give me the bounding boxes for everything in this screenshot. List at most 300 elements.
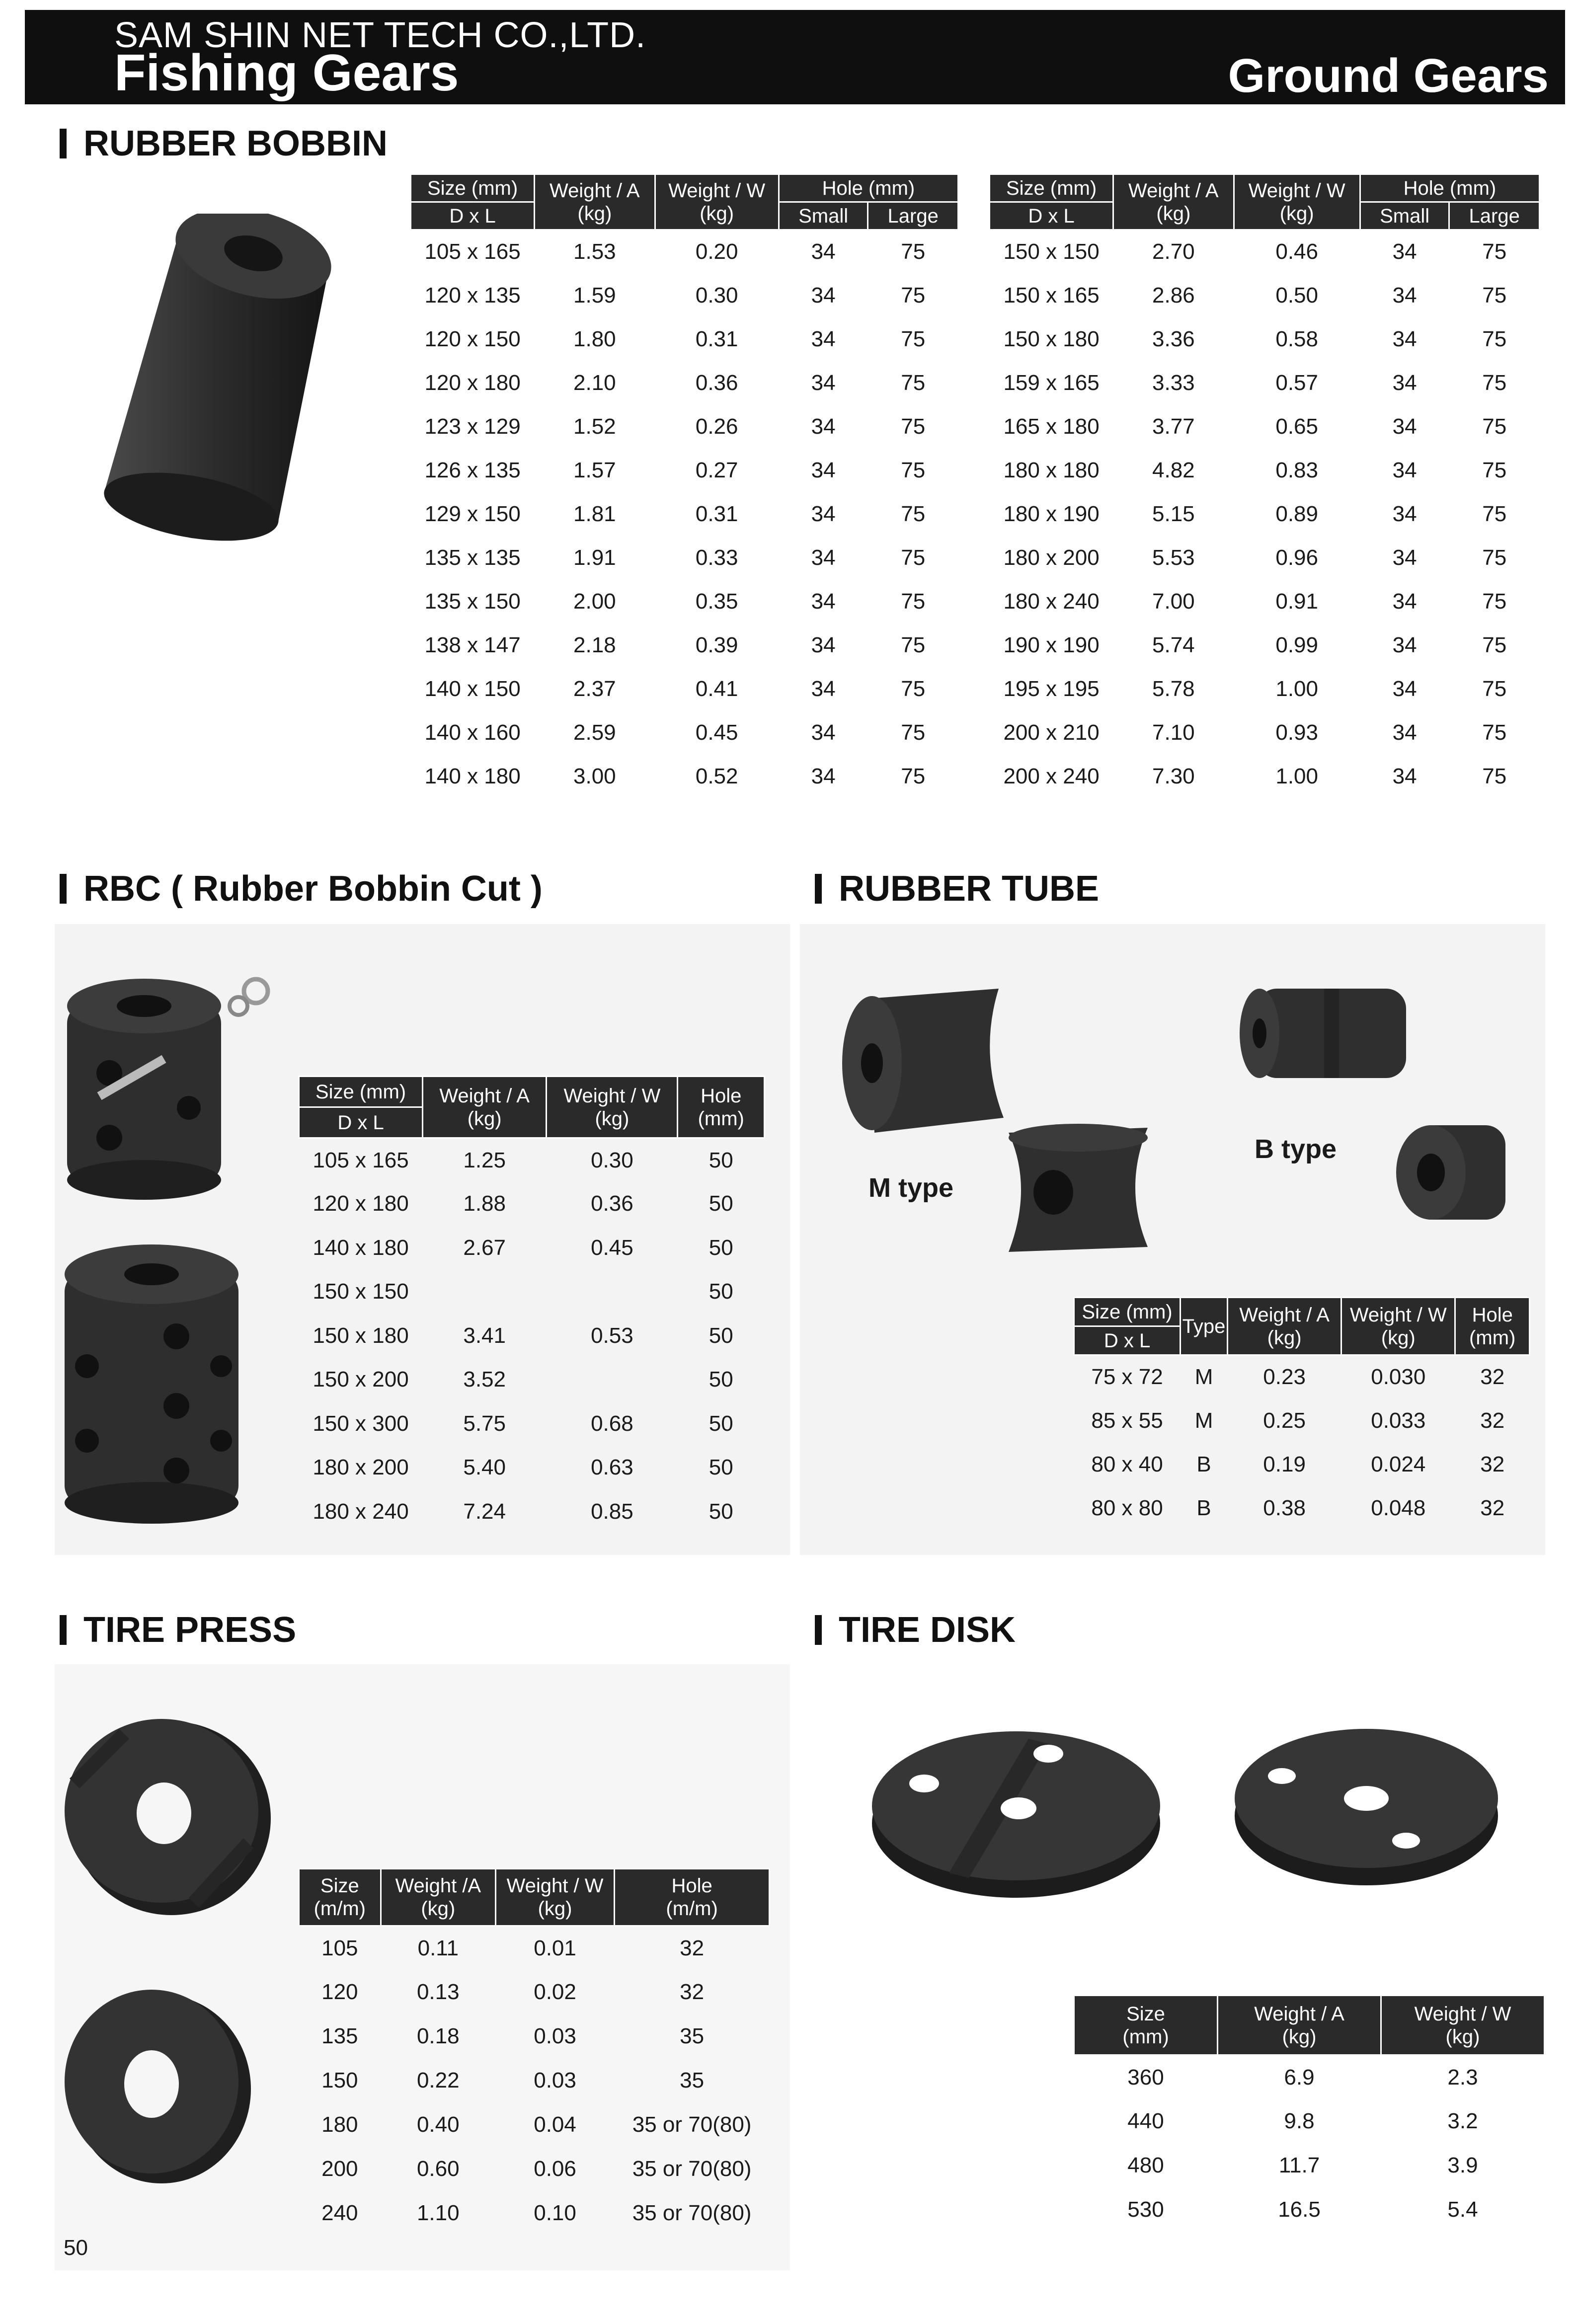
- table-row: [411, 580, 958, 623]
- table-cell: 360: [1127, 2065, 1164, 2090]
- col-dxl: D x L: [411, 202, 535, 230]
- table-cell: 1.57: [573, 458, 616, 482]
- table-row: [299, 2191, 770, 2236]
- tire-disk-table: [1073, 1995, 1545, 2232]
- col-weight-a: Weight / A (kg): [1228, 1298, 1341, 1355]
- table-cell: 7.10: [1152, 720, 1195, 745]
- table-row: [299, 1270, 765, 1314]
- table-cell: 32: [680, 1936, 705, 1960]
- table-row: [1074, 2099, 1545, 2144]
- table-cell: 75 x 72: [1091, 1365, 1163, 1390]
- table-cell: 5.53: [1152, 545, 1195, 570]
- table-row: [990, 317, 1540, 361]
- table-cell: 0.13: [416, 1980, 460, 2004]
- col-weight-w: Weight / W (kg): [1381, 1996, 1545, 2055]
- table-row: [1074, 2055, 1545, 2099]
- col-size: Size (mm): [1074, 1298, 1181, 1326]
- table-cell: 75: [1482, 545, 1507, 570]
- table-row: [990, 580, 1540, 623]
- col-size: Size (mm): [1074, 1996, 1218, 2055]
- table-cell: 180 x 240: [1003, 589, 1100, 614]
- table-cell: 75: [901, 370, 926, 395]
- table-row: [299, 1446, 765, 1490]
- table-cell: 240: [321, 2201, 358, 2225]
- category-title: Fishing Gears: [114, 44, 459, 102]
- col-weight-w: Weight / W (kg): [655, 174, 779, 230]
- table-cell: 75: [901, 501, 926, 526]
- col-hole: Hole (mm): [1360, 174, 1539, 202]
- table-cell: 0.22: [416, 2068, 460, 2092]
- b-type-tube-image-1: [1237, 981, 1426, 1085]
- table-cell: 0.04: [534, 2112, 576, 2137]
- table-cell: 75: [1482, 239, 1507, 264]
- table-cell: 0.68: [591, 1411, 633, 1436]
- table-cell: 34: [811, 720, 836, 745]
- col-size: Size (mm): [990, 174, 1113, 202]
- table-cell: 75: [901, 764, 926, 788]
- table-row: [1074, 2188, 1545, 2232]
- table-cell: 180 x 200: [313, 1455, 409, 1480]
- table-cell: 7.30: [1152, 764, 1195, 788]
- rubber-bobbin-image: [89, 214, 348, 561]
- col-weight-w: Weight / W (kg): [495, 1869, 614, 1926]
- table-cell: 32: [1480, 1452, 1505, 1476]
- table-cell: 180 x 180: [1003, 458, 1100, 482]
- table-cell: 34: [811, 414, 836, 439]
- table-cell: 75: [1482, 283, 1507, 308]
- col-dxl: D x L: [990, 202, 1113, 230]
- table-cell: 0.23: [1263, 1365, 1306, 1390]
- table-cell: 50: [709, 1191, 733, 1216]
- table-cell: 34: [811, 676, 836, 701]
- table-cell: 105: [321, 1936, 358, 1960]
- table-cell: 0.45: [591, 1235, 633, 1260]
- table-cell: 1.00: [1275, 676, 1318, 701]
- table-cell: 180 x 190: [1003, 501, 1100, 526]
- tire-press-image-bottom: [60, 1977, 258, 2186]
- table-cell: 75: [1482, 501, 1507, 526]
- table-row: [1074, 1443, 1530, 1486]
- table-cell: 1.80: [573, 326, 616, 351]
- table-cell: 120 x 180: [313, 1191, 409, 1216]
- table-cell: 75: [901, 458, 926, 482]
- table-cell: 150: [321, 2068, 358, 2092]
- table-cell: 140 x 180: [313, 1235, 409, 1260]
- table-cell: 1.53: [573, 239, 616, 264]
- table-cell: 5.15: [1152, 501, 1195, 526]
- table-cell: 50: [709, 1455, 733, 1480]
- col-weight-w: Weight / W (kg): [547, 1077, 678, 1138]
- table-cell: 135: [321, 2024, 358, 2048]
- table-cell: 150 x 180: [1003, 326, 1100, 351]
- table-row: [411, 449, 958, 492]
- table-row: [299, 1970, 770, 2014]
- tire-disk-image-2: [1227, 1709, 1505, 1893]
- table-row: [990, 755, 1540, 798]
- col-dxl: D x L: [299, 1107, 423, 1138]
- table-cell: 190 x 190: [1003, 632, 1100, 657]
- table-cell: 0.85: [591, 1499, 633, 1524]
- table-cell: 34: [1392, 764, 1417, 788]
- col-weight-a: Weight / A (kg): [423, 1077, 547, 1138]
- tire-press-table: [298, 1868, 770, 2236]
- table-row: [299, 1138, 765, 1182]
- table-cell: 135 x 135: [424, 545, 521, 570]
- table-cell: 180: [321, 2112, 358, 2137]
- table-row: [990, 405, 1540, 449]
- table-row: [1074, 1399, 1530, 1443]
- table-cell: 75: [901, 676, 926, 701]
- table-cell: 138 x 147: [424, 632, 521, 657]
- table-cell: 7.00: [1152, 589, 1195, 614]
- table-cell: 1.59: [573, 283, 616, 308]
- table-cell: [423, 1270, 547, 1314]
- table-cell: 120 x 180: [424, 370, 521, 395]
- table-cell: 0.20: [695, 239, 738, 264]
- table-row: [299, 2103, 770, 2147]
- table-cell: 0.048: [1371, 1495, 1426, 1520]
- table-cell: 35: [680, 2024, 705, 2048]
- table-row: [990, 449, 1540, 492]
- table-cell: 2.10: [573, 370, 616, 395]
- table-cell: 0.60: [416, 2157, 460, 2181]
- table-cell: 75: [901, 239, 926, 264]
- col-type: Type: [1181, 1298, 1228, 1355]
- table-cell: 0.52: [695, 764, 738, 788]
- page-number: 50: [64, 2236, 88, 2260]
- table-cell: 440: [1127, 2109, 1164, 2133]
- table-cell: 1.25: [463, 1148, 506, 1172]
- table-cell: 0.033: [1371, 1408, 1426, 1433]
- table-cell: 34: [811, 632, 836, 657]
- table-cell: 34: [811, 239, 836, 264]
- table-cell: 5.40: [463, 1455, 506, 1480]
- table-cell: 3.77: [1152, 414, 1195, 439]
- table-cell: 75: [901, 414, 926, 439]
- table-row: [299, 1226, 765, 1270]
- table-row: [990, 623, 1540, 667]
- table-cell: 5.74: [1152, 632, 1195, 657]
- table-cell: 2.86: [1152, 283, 1195, 308]
- table-cell: 0.36: [695, 370, 738, 395]
- table-cell: 0.33: [695, 545, 738, 570]
- table-row: [411, 361, 958, 405]
- table-row: [411, 755, 958, 798]
- m-type-tube-image-1: [840, 984, 1053, 1143]
- col-hole-small: Small: [1360, 202, 1449, 230]
- col-hole: Hole (m/m): [615, 1869, 770, 1926]
- table-cell: 165 x 180: [1003, 414, 1100, 439]
- table-cell: 9.8: [1284, 2109, 1315, 2133]
- table-cell: 50: [709, 1323, 733, 1348]
- table-cell: 50: [709, 1411, 733, 1436]
- rubber-bobbin-table-left: [410, 173, 959, 798]
- m-type-tube-image-2: [999, 1123, 1163, 1257]
- table-row: [411, 667, 958, 711]
- table-cell: 0.18: [416, 2024, 460, 2048]
- table-cell: 7.24: [463, 1499, 506, 1524]
- table-cell: 3.36: [1152, 326, 1195, 351]
- table-cell: 34: [811, 370, 836, 395]
- col-weight-a: Weight / A (kg): [1113, 174, 1234, 230]
- table-cell: 0.53: [591, 1323, 633, 1348]
- table-row: [299, 1358, 765, 1402]
- table-cell: 140 x 180: [424, 764, 521, 788]
- table-cell: 180 x 200: [1003, 545, 1100, 570]
- rubber-tube-table: [1073, 1297, 1530, 1530]
- table-cell: 126 x 135: [424, 458, 521, 482]
- table-cell: 35 or 70(80): [632, 2201, 752, 2225]
- table-cell: B: [1196, 1452, 1211, 1476]
- table-cell: 75: [901, 589, 926, 614]
- table-cell: 75: [901, 720, 926, 745]
- col-hole-small: Small: [779, 202, 868, 230]
- table-cell: 35 or 70(80): [632, 2112, 752, 2137]
- table-cell: 0.65: [1275, 414, 1318, 439]
- table-cell: 34: [1392, 501, 1417, 526]
- table-row: [990, 536, 1540, 580]
- table-row: [1074, 1355, 1530, 1399]
- tire-disk-heading: TIRE DISK: [815, 1610, 1016, 1650]
- col-size: Size (mm): [411, 174, 535, 202]
- table-cell: 50: [709, 1499, 733, 1524]
- col-size: Size (mm): [299, 1077, 423, 1107]
- table-cell: B: [1196, 1495, 1211, 1520]
- table-cell: M: [1194, 1365, 1213, 1390]
- col-weight-a: Weight / A (kg): [535, 174, 655, 230]
- table-cell: 0.96: [1275, 545, 1318, 570]
- table-row: [411, 274, 958, 317]
- table-cell: 3.2: [1447, 2109, 1478, 2133]
- table-cell: 150 x 300: [313, 1411, 409, 1436]
- table-row: [990, 667, 1540, 711]
- table-cell: 34: [1392, 589, 1417, 614]
- company-name: SAM SHIN NET TECH CO.,LTD.: [114, 15, 646, 55]
- table-cell: 135 x 150: [424, 589, 521, 614]
- table-row: [990, 274, 1540, 317]
- table-cell: 5.75: [463, 1411, 506, 1436]
- tire-disk-image-1: [865, 1709, 1168, 1903]
- col-weight-a: Weight /A (kg): [381, 1869, 495, 1926]
- table-cell: 3.41: [463, 1323, 506, 1348]
- table-cell: 75: [1482, 720, 1507, 745]
- table-cell: 85 x 55: [1091, 1408, 1163, 1433]
- table-cell: 16.5: [1278, 2197, 1321, 2222]
- table-row: [990, 361, 1540, 405]
- table-cell: 34: [811, 458, 836, 482]
- table-cell: 1.91: [573, 545, 616, 570]
- table-cell: 32: [680, 1980, 705, 2004]
- table-cell: 75: [1482, 676, 1507, 701]
- b-type-label: B type: [1255, 1134, 1337, 1164]
- table-row: [299, 1182, 765, 1226]
- rbc-heading: RBC ( Rubber Bobbin Cut ): [60, 868, 543, 909]
- table-cell: 0.11: [417, 1936, 459, 1960]
- table-cell: 34: [811, 545, 836, 570]
- table-cell: 34: [811, 326, 836, 351]
- tire-press-image-top: [60, 1709, 278, 1918]
- table-cell: 34: [1392, 720, 1417, 745]
- table-row: [411, 536, 958, 580]
- tire-press-heading: TIRE PRESS: [60, 1610, 296, 1650]
- col-hole: Hole (mm): [678, 1077, 765, 1138]
- table-cell: 140 x 160: [424, 720, 521, 745]
- table-cell: 34: [1392, 414, 1417, 439]
- table-cell: 2.3: [1447, 2065, 1478, 2090]
- table-cell: 34: [811, 589, 836, 614]
- table-cell: 530: [1127, 2197, 1164, 2222]
- table-cell: 34: [1392, 545, 1417, 570]
- table-cell: 0.38: [1263, 1495, 1306, 1520]
- b-type-tube-image-2: [1386, 1115, 1515, 1235]
- table-cell: 3.00: [573, 764, 616, 788]
- table-cell: 1.10: [416, 2201, 460, 2225]
- table-cell: 2.37: [573, 676, 616, 701]
- col-size: Size (m/m): [299, 1869, 381, 1926]
- table-row: [411, 317, 958, 361]
- table-cell: 80 x 80: [1091, 1495, 1163, 1520]
- table-cell: 0.57: [1275, 370, 1318, 395]
- table-cell: 3.33: [1152, 370, 1195, 395]
- table-cell: 2.67: [463, 1235, 506, 1260]
- section-title: Ground Gears: [1228, 49, 1549, 102]
- table-cell: 150 x 200: [313, 1367, 409, 1392]
- col-hole-large: Large: [1449, 202, 1540, 230]
- table-row: [411, 623, 958, 667]
- table-cell: 120: [321, 1980, 358, 2004]
- table-cell: 0.36: [591, 1191, 633, 1216]
- table-row: [299, 1926, 770, 1970]
- table-cell: 0.41: [695, 676, 738, 701]
- table-cell: 120 x 135: [424, 283, 521, 308]
- table-cell: 129 x 150: [424, 501, 521, 526]
- table-cell: 140 x 150: [424, 676, 521, 701]
- rubber-bobbin-heading: RUBBER BOBBIN: [60, 123, 388, 164]
- table-cell: 34: [1392, 326, 1417, 351]
- table-cell: 80 x 40: [1091, 1452, 1163, 1476]
- table-cell: 75: [1482, 370, 1507, 395]
- table-cell: 75: [1482, 589, 1507, 614]
- table-cell: 0.30: [591, 1148, 633, 1172]
- rubber-tube-heading: RUBBER TUBE: [815, 868, 1099, 909]
- table-cell: 0.93: [1275, 720, 1318, 745]
- table-cell: 0.31: [695, 326, 738, 351]
- col-weight-w: Weight / W (kg): [1341, 1298, 1455, 1355]
- rubber-bobbin-table-right: [989, 173, 1540, 798]
- col-dxl: D x L: [1074, 1326, 1181, 1355]
- table-row: [990, 230, 1540, 274]
- table-cell: 50: [709, 1235, 733, 1260]
- table-cell: 0.35: [695, 589, 738, 614]
- table-row: [411, 711, 958, 755]
- table-cell: 0.46: [1275, 239, 1318, 264]
- table-cell: 75: [1482, 326, 1507, 351]
- table-cell: 34: [1392, 239, 1417, 264]
- table-cell: 0.89: [1275, 501, 1318, 526]
- table-cell: 3.52: [463, 1367, 506, 1392]
- rbc-table: [298, 1076, 765, 1534]
- table-cell: 75: [901, 545, 926, 570]
- table-cell: 1.52: [573, 414, 616, 439]
- table-cell: 34: [1392, 458, 1417, 482]
- table-cell: 0.030: [1371, 1365, 1426, 1390]
- table-cell: 0.99: [1275, 632, 1318, 657]
- table-cell: 195 x 195: [1003, 676, 1100, 701]
- table-cell: 0.27: [695, 458, 738, 482]
- table-cell: 5.78: [1152, 676, 1195, 701]
- table-cell: 75: [1482, 632, 1507, 657]
- table-cell: 34: [1392, 370, 1417, 395]
- table-cell: 2.59: [573, 720, 616, 745]
- rbc-image-bottom: [57, 1242, 256, 1530]
- table-cell: 180 x 240: [313, 1499, 409, 1524]
- col-hole-large: Large: [868, 202, 958, 230]
- table-cell: 0.50: [1275, 283, 1318, 308]
- col-hole: Hole (mm): [779, 174, 958, 202]
- table-cell: 159 x 165: [1003, 370, 1100, 395]
- table-row: [299, 2147, 770, 2191]
- table-cell: 34: [811, 764, 836, 788]
- table-cell: 0.39: [695, 632, 738, 657]
- table-cell: [547, 1270, 678, 1314]
- table-cell: 5.4: [1447, 2197, 1478, 2222]
- table-row: [990, 492, 1540, 536]
- table-cell: 0.83: [1275, 458, 1318, 482]
- table-cell: 0.10: [534, 2201, 576, 2225]
- table-cell: M: [1194, 1408, 1213, 1433]
- table-cell: 75: [1482, 764, 1507, 788]
- table-row: [411, 405, 958, 449]
- table-cell: 75: [901, 326, 926, 351]
- table-row: [411, 492, 958, 536]
- table-cell: 0.024: [1371, 1452, 1426, 1476]
- table-cell: 0.25: [1263, 1408, 1306, 1433]
- table-cell: 120 x 150: [424, 326, 521, 351]
- col-weight-w: Weight / W (kg): [1234, 174, 1360, 230]
- table-cell: [547, 1358, 678, 1402]
- table-cell: 0.63: [591, 1455, 633, 1480]
- table-cell: 35 or 70(80): [632, 2157, 752, 2181]
- table-cell: 75: [901, 283, 926, 308]
- table-cell: 0.02: [534, 1980, 576, 2004]
- table-cell: 34: [811, 501, 836, 526]
- table-cell: 3.9: [1447, 2153, 1478, 2177]
- table-cell: 35: [680, 2068, 705, 2092]
- table-cell: 200: [321, 2157, 358, 2181]
- col-weight-a: Weight / A (kg): [1218, 1996, 1381, 2055]
- rbc-image-top: [60, 974, 293, 1207]
- table-row: [411, 230, 958, 274]
- table-cell: 50: [709, 1148, 733, 1172]
- table-cell: 0.19: [1263, 1452, 1306, 1476]
- table-cell: 4.82: [1152, 458, 1195, 482]
- table-cell: 0.06: [534, 2157, 576, 2181]
- table-cell: 150 x 165: [1003, 283, 1100, 308]
- table-cell: 32: [1480, 1495, 1505, 1520]
- table-cell: 150 x 180: [313, 1323, 409, 1348]
- table-cell: 200 x 240: [1003, 764, 1100, 788]
- table-row: [299, 2014, 770, 2059]
- table-row: [990, 711, 1540, 755]
- table-cell: 0.45: [695, 720, 738, 745]
- table-row: [299, 1490, 765, 1534]
- table-cell: 0.26: [695, 414, 738, 439]
- table-row: [299, 1402, 765, 1446]
- table-cell: 6.9: [1284, 2065, 1315, 2090]
- table-cell: 34: [811, 283, 836, 308]
- table-cell: 32: [1480, 1408, 1505, 1433]
- table-cell: 150 x 150: [1003, 239, 1100, 264]
